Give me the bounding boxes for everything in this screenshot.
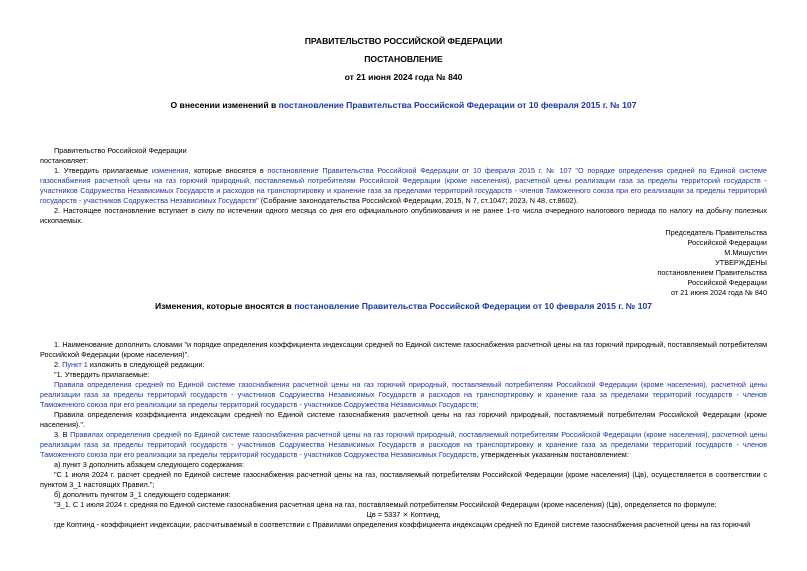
annex-c6-b: , утвержденных указанным постановлением: (476, 450, 629, 459)
annex-c1: 1. Наименование дополнить словами "и порядке определения коэффициента индексации средней по Единой системе газоснабжения расчетной цены на газ горючий природный, поставляемый потребителям Российской Федерации (кроме населения)". (40, 340, 767, 359)
signature-line2: Российской Федерации (687, 238, 767, 247)
annex-title-block (0, 301, 807, 311)
annex-c10: "3_1. С 1 июля 2024 г. средняя по Единой системе газоснабжения расчетная цена на газ, поставляемый потребителям Российской Федерации (кроме населения) (Цв), определяется по формуле: (54, 500, 717, 509)
annex-c9: б) дополнить пунктом 3_1 следующего содержания: (54, 490, 231, 499)
body-p3-c: (Собрание законодательства Российской Федерации, 2015, N 7, ст.1047; 2023, N 48, ст.8602). (258, 196, 579, 205)
body-p3 (0, 166, 807, 206)
document-header (0, 36, 807, 110)
doc-title-prefix: О внесении изменений в (170, 100, 279, 110)
org-name: ПРАВИТЕЛЬСТВО РОССИЙСКОЙ ФЕДЕРАЦИИ (304, 36, 503, 46)
body-p3-a: 1. Утвердить прилагаемые (54, 166, 152, 175)
annex-c7: а) пункт 3 дополнить абзацем следующего содержания: (54, 460, 245, 469)
body-p2: постановляет: (40, 156, 89, 165)
signature-line1: Председатель Правительства (665, 228, 767, 237)
body-p4: 2. Настоящее постановление вступает в силу по истечении одного месяца со дня его официального опубликования и не ранее 1-го числа очередного налогового периода по налогу на добычу полезных ископаемых. (40, 206, 767, 225)
annex-c6 (0, 430, 807, 460)
body-p1: Правительство Российской Федерации (54, 146, 187, 155)
approved-line1: УТВЕРЖДЕНЫ (715, 258, 767, 267)
link-changes[interactable]: изменения (151, 166, 189, 175)
annex-c2-a: 2. (54, 360, 63, 369)
annex-c11: где Коптинд - коэффициент индексации, рассчитываемый в соответствии с Правилами определения коэффициента индексации средней по Единой системе газоснабжения расчетной цены на газ горючий (54, 520, 751, 529)
approved-line3: Российской Федерации (687, 278, 767, 287)
annex-c2-b: изложить в следующей редакции: (87, 360, 205, 369)
annex-title (0, 301, 807, 311)
link-rules-average-price[interactable]: Правила определения средней по Единой системе газоснабжения расчетной цены на газ горючий природный, поставляемый потребителям Российской Федерации (кроме населения), расчетной цены реализации газа за пределы территорий государств - участников Содружества Независимых Государств и расходов на транспортировку и хранение газа за пределами территорий государств - членов Таможенного союза при его реализации за пределы территорий государств - участников Содружества Независимых Государств; (40, 380, 767, 409)
annex-c4 (0, 380, 807, 410)
link-rules-in[interactable]: Правилах определения средней по Единой системе газоснабжения расчетной цены на газ горючий природный, поставляемый потребителям Российской Федерации (кроме населения), расчетной цены реализации газа за пределы территорий государств - участников Содружества Независимых Государств и расходов на транспортировку и хранение газа за пределами территорий государств - членов Таможенного союза при его реализации за пределы территорий государств - участников Содружества Независимых Государств (40, 430, 767, 459)
signature-block (0, 228, 807, 298)
annex-title-link[interactable]: постановление Правительства Российской Федерации от 10 февраля 2015 г. № 107 (294, 301, 653, 311)
body-p3-b: , которые вносятся в (188, 166, 268, 175)
approved-line4: от 21 июня 2024 года № 840 (671, 288, 767, 297)
annex-c8: "С 1 июля 2024 г. расчет средней по Единой системе газоснабжения расчетной цены на газ, поставляемый потребителям Российской Федерации (кроме населения) (Цв), осуществляется в соответствии с пунктом 3_1 настоящих Правил."; (40, 470, 767, 489)
annex-c6-a: 3. В (54, 430, 71, 439)
annex-c5: Правила определения коэффициента индексации средней по Единой системе газоснабжения расчетной цены на газ горючий природный, поставляемый потребителям Российской Федерации (кроме населения).". (40, 410, 767, 429)
annex-body (0, 340, 807, 530)
doc-title-link[interactable]: постановление Правительства Российской Федерации от 10 февраля 2015 г. № 107 (278, 100, 637, 110)
link-resolution-107[interactable]: постановление Правительства Российской Федерации от 10 февраля 2015 г. № 107 "О порядке определения средней по Единой системе газоснабжения расчетной цены на газ горючий природный, поставляемый потребителям Российской Федерации (кроме населения), расчетной цены реализации газа за пределы территорий государств - участников Содружества Независимых Государств и расходов на транспортировку и хранение газа за пределами территорий государств - членов Таможенного союза при его реализации за пределы территорий государств - участников Содружества Независимых Государств" (40, 166, 767, 205)
signature-name: М.Мишустин (724, 248, 767, 257)
doc-date: от 21 июня 2024 года № 840 (344, 72, 463, 82)
link-point-1[interactable]: Пункт 1 (62, 360, 88, 369)
annex-c3: "1. Утвердить прилагаемые: (54, 370, 150, 379)
doc-type: ПОСТАНОВЛЕНИЕ (364, 54, 443, 64)
document-body (0, 146, 807, 226)
annex-title-prefix: Изменения, которые вносятся в (154, 301, 295, 311)
annex-c2 (0, 360, 807, 370)
doc-title (0, 100, 807, 110)
approved-line2: постановлением Правительства (657, 268, 767, 277)
formula: Цв = 5337 ⨯ Коптинд, (366, 510, 441, 519)
